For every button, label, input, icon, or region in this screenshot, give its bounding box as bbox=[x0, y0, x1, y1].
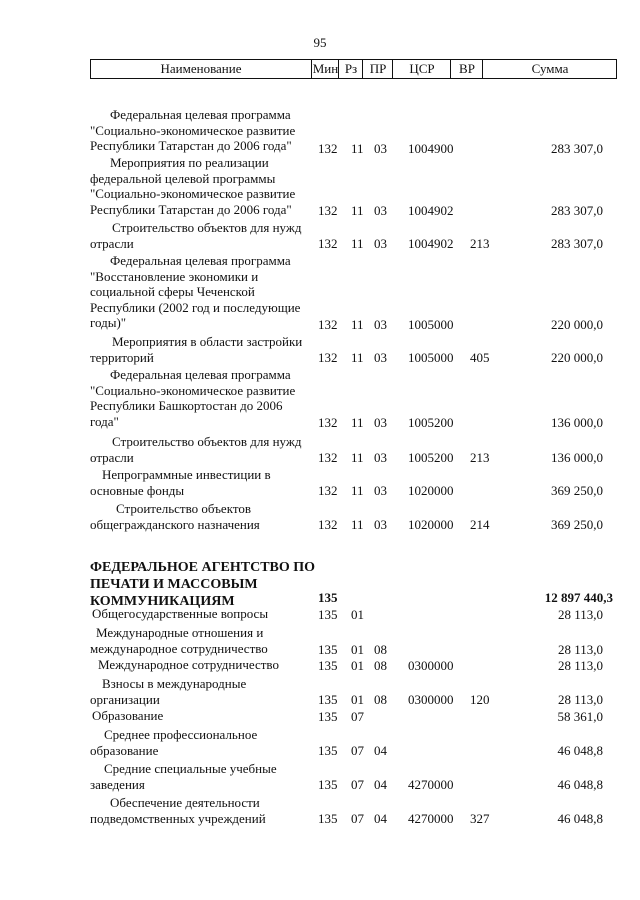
row-min: 132 bbox=[318, 202, 338, 218]
row-rz: 11 bbox=[351, 414, 364, 430]
row-pr: 08 bbox=[374, 691, 387, 707]
row-vr: 214 bbox=[470, 516, 490, 532]
row-csr: 1004900 bbox=[408, 140, 454, 156]
row-name: Общегосударственные вопросы bbox=[92, 606, 269, 621]
row-pr: 03 bbox=[374, 140, 387, 156]
table-row bbox=[0, 708, 640, 724]
row-csr: 1004902 bbox=[408, 235, 454, 251]
row-vr: 213 bbox=[470, 449, 490, 465]
row-vr: 213 bbox=[470, 235, 490, 251]
row-name: Федеральная целевая программа "Социально-экономическое развитие Республики Башкортостан до 2006 года" bbox=[90, 367, 296, 429]
row-rz: 11 bbox=[351, 449, 364, 465]
row-name: Федеральная целевая программа "Социально-экономическое развитие Республики Татарстан до 2006 года" bbox=[90, 107, 296, 153]
section-min: 135 bbox=[318, 589, 338, 605]
section-heading: ФЕДЕРАЛЬНОЕ АГЕНТСТВО ПО ПЕЧАТИ И МАССОВЫМ КОММУНИКАЦИЯМ bbox=[90, 560, 316, 609]
row-name: Среднее профессиональное образование bbox=[90, 727, 258, 758]
table-row bbox=[0, 657, 640, 673]
row-sum: 46 048,8 bbox=[557, 776, 603, 792]
header-pr: ПР bbox=[362, 60, 393, 78]
row-name: Международное сотрудничество bbox=[98, 657, 279, 672]
row-sum: 28 113,0 bbox=[557, 691, 603, 707]
row-csr: 1020000 bbox=[408, 482, 454, 498]
table-row bbox=[0, 107, 640, 156]
row-rz: 11 bbox=[351, 482, 364, 498]
row-sum: 369 250,0 bbox=[551, 482, 603, 498]
row-pr: 04 bbox=[374, 810, 387, 826]
row-rz: 01 bbox=[351, 691, 364, 707]
row-name: Федеральная целевая программа "Восстановление экономики и социальной сферы Чеченской Республики (2002 год и последующие годы)" bbox=[90, 253, 301, 330]
row-rz: 01 bbox=[351, 641, 364, 657]
row-min: 135 bbox=[318, 776, 338, 792]
row-csr: 4270000 bbox=[408, 776, 454, 792]
row-name: Международные отношения и международное сотрудничество bbox=[90, 625, 268, 656]
row-csr: 1005000 bbox=[408, 349, 454, 365]
row-pr: 04 bbox=[374, 742, 387, 758]
row-rz: 11 bbox=[351, 316, 364, 332]
row-pr: 03 bbox=[374, 449, 387, 465]
row-pr: 03 bbox=[374, 482, 387, 498]
row-rz: 07 bbox=[351, 708, 364, 724]
row-name: Непрограммные инвестиции в основные фонды bbox=[90, 467, 271, 498]
row-min: 132 bbox=[318, 140, 338, 156]
row-pr: 03 bbox=[374, 349, 387, 365]
row-sum: 283 307,0 bbox=[551, 202, 603, 218]
table-row bbox=[0, 501, 640, 532]
table-row bbox=[0, 761, 640, 792]
table-row bbox=[0, 253, 640, 332]
table-row bbox=[0, 625, 640, 657]
row-sum: 46 048,8 bbox=[557, 742, 603, 758]
row-sum: 46 048,8 bbox=[557, 810, 603, 826]
row-rz: 01 bbox=[351, 606, 364, 622]
row-min: 132 bbox=[318, 482, 338, 498]
row-min: 132 bbox=[318, 516, 338, 532]
section-sum: 12 897 440,3 bbox=[544, 589, 613, 605]
row-sum: 220 000,0 bbox=[551, 316, 603, 332]
table-row bbox=[0, 220, 640, 251]
row-pr: 03 bbox=[374, 414, 387, 430]
row-sum: 28 113,0 bbox=[557, 606, 603, 622]
header-vr: ВР bbox=[450, 60, 483, 78]
row-name: Строительство объектов для нужд отрасли bbox=[90, 434, 302, 465]
table-row bbox=[0, 467, 640, 498]
row-rz: 01 bbox=[351, 657, 364, 673]
row-name: Строительство объектов общегражданского назначения bbox=[90, 501, 260, 532]
row-min: 132 bbox=[318, 449, 338, 465]
header-csr: ЦСР bbox=[392, 60, 451, 78]
row-name: Строительство объектов для нужд отрасли bbox=[90, 220, 302, 251]
row-csr: 1005200 bbox=[408, 414, 454, 430]
row-csr: 4270000 bbox=[408, 810, 454, 826]
row-sum: 136 000,0 bbox=[551, 449, 603, 465]
header-sum: Сумма bbox=[482, 60, 617, 78]
row-rz: 11 bbox=[351, 202, 364, 218]
row-name: Мероприятия в области застройки территорий bbox=[90, 334, 303, 365]
row-min: 135 bbox=[318, 691, 338, 707]
row-pr: 08 bbox=[374, 657, 387, 673]
row-rz: 11 bbox=[351, 235, 364, 251]
row-rz: 07 bbox=[351, 776, 364, 792]
row-vr: 120 bbox=[470, 691, 490, 707]
row-sum: 28 113,0 bbox=[557, 657, 603, 673]
row-min: 135 bbox=[318, 657, 338, 673]
row-vr: 405 bbox=[470, 349, 490, 365]
row-sum: 28 113,0 bbox=[557, 641, 603, 657]
row-csr: 1005200 bbox=[408, 449, 454, 465]
row-name: Образование bbox=[92, 708, 164, 723]
row-min: 135 bbox=[318, 641, 338, 657]
row-sum: 283 307,0 bbox=[551, 235, 603, 251]
row-csr: 0300000 bbox=[408, 691, 454, 707]
section-totals-row bbox=[0, 588, 640, 605]
row-csr: 1005000 bbox=[408, 316, 454, 332]
row-rz: 11 bbox=[351, 140, 364, 156]
row-min: 132 bbox=[318, 414, 338, 430]
row-sum: 220 000,0 bbox=[551, 349, 603, 365]
row-sum: 369 250,0 bbox=[551, 516, 603, 532]
row-pr: 03 bbox=[374, 316, 387, 332]
row-min: 135 bbox=[318, 606, 338, 622]
header-rz: Рз bbox=[338, 60, 363, 78]
table-row bbox=[0, 606, 640, 622]
row-min: 132 bbox=[318, 235, 338, 251]
row-name: Мероприятия по реализации федеральной целевой программы "Социально-экономическое развитие Республики Татарстан до 2006 года" bbox=[90, 155, 296, 217]
row-pr: 08 bbox=[374, 641, 387, 657]
row-sum: 58 361,0 bbox=[557, 708, 603, 724]
row-pr: 03 bbox=[374, 516, 387, 532]
table-row bbox=[0, 676, 640, 707]
table-row bbox=[0, 434, 640, 465]
row-name: Взносы в международные организации bbox=[90, 676, 247, 707]
row-csr: 0300000 bbox=[408, 657, 454, 673]
header-min: Мин bbox=[312, 61, 339, 76]
table-header bbox=[90, 59, 617, 79]
table-row bbox=[0, 727, 640, 758]
row-rz: 11 bbox=[351, 349, 364, 365]
row-pr: 03 bbox=[374, 235, 387, 251]
row-min: 132 bbox=[318, 316, 338, 332]
row-rz: 07 bbox=[351, 810, 364, 826]
row-min: 135 bbox=[318, 810, 338, 826]
table-row bbox=[0, 155, 640, 218]
row-rz: 11 bbox=[351, 516, 364, 532]
row-pr: 04 bbox=[374, 776, 387, 792]
table-row bbox=[0, 795, 640, 826]
header-name: Наименование bbox=[160, 61, 242, 76]
row-sum: 283 307,0 bbox=[551, 140, 603, 156]
row-name: Обеспечение деятельности подведомственных учреждений bbox=[90, 795, 266, 826]
row-vr: 327 bbox=[470, 810, 490, 826]
page-number: 95 bbox=[313, 35, 327, 50]
row-min: 135 bbox=[318, 708, 338, 724]
row-csr: 1020000 bbox=[408, 516, 454, 532]
table-row bbox=[0, 367, 640, 430]
row-rz: 07 bbox=[351, 742, 364, 758]
row-sum: 136 000,0 bbox=[551, 414, 603, 430]
table-row bbox=[0, 334, 640, 365]
row-pr: 03 bbox=[374, 202, 387, 218]
row-name: Средние специальные учебные заведения bbox=[90, 761, 277, 792]
row-csr: 1004902 bbox=[408, 202, 454, 218]
row-min: 135 bbox=[318, 742, 338, 758]
row-min: 132 bbox=[318, 349, 338, 365]
